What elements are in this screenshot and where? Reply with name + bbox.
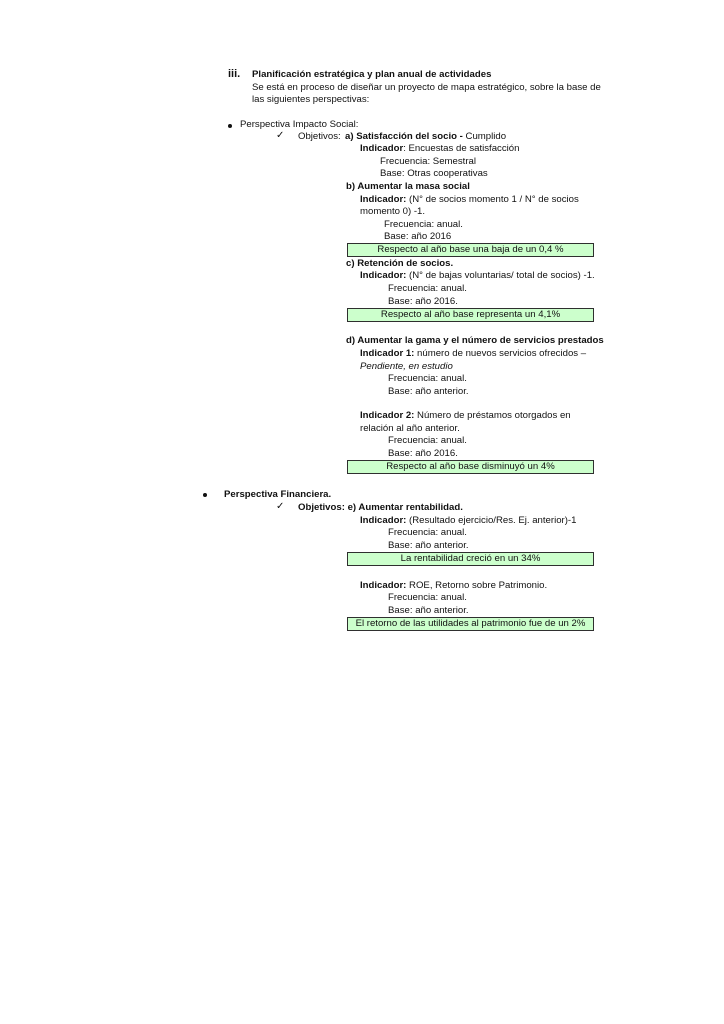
indicador-label: Indicador bbox=[360, 143, 404, 154]
objective-c-frecuencia: Frecuencia: anual. bbox=[388, 283, 467, 294]
financiera-indicador-1 bbox=[360, 515, 576, 527]
financiera-indicador-1-frecuencia: Frecuencia: anual. bbox=[388, 527, 467, 538]
indicador-text: : Encuestas de satisfacción bbox=[403, 143, 520, 154]
objective-c-title: Retención de socios. bbox=[357, 258, 454, 269]
indicador-text: (N° de socios momento 1 / N° de socios bbox=[406, 194, 579, 205]
objective-b-letter: b) bbox=[346, 181, 356, 192]
section-numeral: iii. bbox=[228, 68, 241, 80]
indicador-1-label: Indicador 1: bbox=[360, 348, 415, 359]
objective-d-indicador-1-note: Pendiente, en estudio bbox=[360, 361, 453, 372]
result-box-roe: El retorno de las utilidades al patrimonio fue de un 2% bbox=[347, 617, 594, 631]
indicador-text: (N° de bajas voluntarias/ total de socios) -1. bbox=[406, 270, 595, 281]
indicador-label: Indicador: bbox=[360, 515, 407, 526]
objective-a bbox=[345, 131, 506, 143]
financiera-indicador-2-frecuencia: Frecuencia: anual. bbox=[388, 592, 467, 603]
result-box-b: Respecto al año base una baja de un 0,4 % bbox=[347, 243, 594, 257]
indicador-label: Indicador: bbox=[360, 194, 407, 205]
financiera-indicador-2 bbox=[360, 580, 547, 592]
indicador-label: Indicador: bbox=[360, 270, 407, 281]
result-box-d: Respecto al año base disminuyó un 4% bbox=[347, 460, 594, 474]
indicador-label: Indicador: bbox=[360, 580, 407, 591]
indicador-text: (Resultado ejercicio/Res. Ej. anterior)-1 bbox=[406, 515, 577, 526]
objective-c-letter: c) bbox=[346, 258, 355, 269]
objective-d-indicador-2-frecuencia: Frecuencia: anual. bbox=[388, 435, 467, 446]
checkmark-icon: ✓ bbox=[276, 501, 285, 512]
objective-a-status: Cumplido bbox=[462, 131, 507, 142]
financiera-indicador-1-base: Base: año anterior. bbox=[388, 540, 469, 551]
section-intro-line2: las siguientes perspectivas: bbox=[252, 94, 370, 105]
social-heading: Perspectiva Impacto Social: bbox=[240, 119, 359, 130]
objective-d-letter: d) bbox=[346, 335, 356, 346]
objective-a-letter: a) bbox=[345, 131, 354, 142]
section-intro-line1: Se está en proceso de diseñar un proyecto de mapa estratégico, sobre la base de bbox=[252, 82, 601, 93]
indicador-1-text: número de nuevos servicios ofrecidos – bbox=[414, 348, 587, 359]
objective-a-indicador bbox=[360, 143, 519, 155]
objective-b-title: Aumentar la masa social bbox=[357, 181, 470, 192]
indicador-2-text: Número de préstamos otorgados en bbox=[414, 410, 571, 421]
result-box-rentabilidad: La rentabilidad creció en un 34% bbox=[347, 552, 594, 566]
objective-b-frecuencia: Frecuencia: anual. bbox=[384, 219, 463, 230]
bullet-icon bbox=[228, 124, 232, 128]
objective-d-indicador-2-base: Base: año 2016. bbox=[388, 448, 458, 459]
section-title: Planificación estratégica y plan anual de actividades bbox=[252, 69, 492, 80]
objective-d-indicador-1-base: Base: año anterior. bbox=[388, 386, 469, 397]
indicador-text: ROE, Retorno sobre Patrimonio. bbox=[406, 580, 548, 591]
objective-d-indicador-2-line2: relación al año anterior. bbox=[360, 423, 460, 434]
objective-a-frecuencia: Frecuencia: Semestral bbox=[380, 156, 476, 167]
result-box-c: Respecto al año base representa un 4,1% bbox=[347, 308, 594, 322]
objective-b-indicador bbox=[360, 194, 579, 206]
checkmark-icon: ✓ bbox=[276, 130, 285, 141]
objective-d-indicador-1 bbox=[360, 348, 586, 360]
financiera-heading: Perspectiva Financiera. bbox=[224, 489, 332, 500]
social-objetivos-label: Objetivos: bbox=[298, 131, 341, 142]
objective-b-base: Base: año 2016 bbox=[384, 231, 452, 242]
objective-a-title: Satisfacción del socio - bbox=[356, 131, 463, 142]
objective-d-title: Aumentar la gama y el número de servicios prestados bbox=[357, 335, 604, 346]
objective-d-indicador-2 bbox=[360, 410, 571, 422]
objective-b bbox=[346, 181, 470, 193]
objective-c-base: Base: año 2016. bbox=[388, 296, 458, 307]
objective-c bbox=[346, 258, 453, 270]
financiera-objetivos: Objetivos: e) Aumentar rentabilidad. bbox=[298, 502, 463, 513]
bullet-icon bbox=[203, 493, 207, 497]
objective-b-indicador-line2: momento 0) -1. bbox=[360, 206, 426, 217]
financiera-indicador-2-base: Base: año anterior. bbox=[388, 605, 469, 616]
objective-a-base: Base: Otras cooperativas bbox=[380, 168, 488, 179]
indicador-2-label: Indicador 2: bbox=[360, 410, 415, 421]
objective-c-indicador bbox=[360, 270, 595, 282]
objective-d bbox=[346, 335, 604, 347]
objective-d-indicador-1-frecuencia: Frecuencia: anual. bbox=[388, 373, 467, 384]
